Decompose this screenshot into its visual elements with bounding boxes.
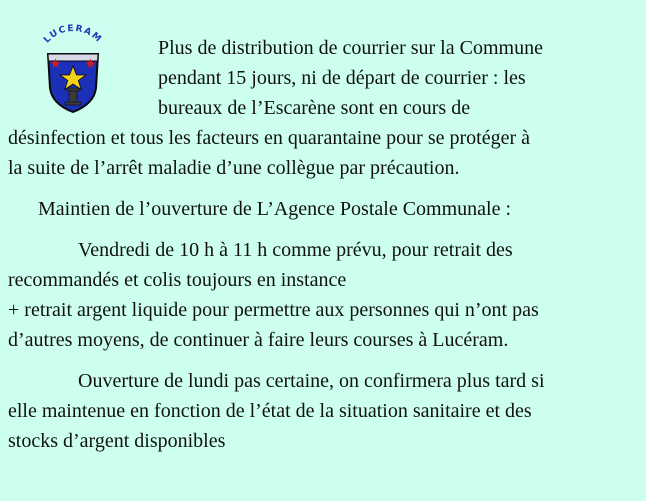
text-line: Vendredi de 10 h à 11 h comme prévu, pour retrait des: [78, 239, 513, 261]
paragraph-mail-interruption: [8, 33, 640, 183]
notice-text: [8, 33, 640, 456]
text-line: elle maintenue en fonction de l’état de la situation sanitaire et des: [8, 400, 532, 422]
text-line: pendant 15 jours, ni de départ de courrier : les: [158, 67, 526, 89]
text-line: recommandés et colis toujours en instance: [8, 269, 347, 291]
text-line: stocks d’argent disponibles: [8, 430, 226, 452]
paragraph-monday-uncertain: [8, 366, 640, 456]
text-line: + retrait argent liquide pour permettre aux personnes qui n’ont pas: [8, 299, 539, 321]
text-line: la suite de l’arrêt maladie d’une collègue par précaution.: [8, 157, 460, 179]
paragraph-friday-hours: [8, 235, 640, 355]
paragraph-agency-open: [8, 194, 640, 224]
text-line: d’autres moyens, de continuer à faire leurs courses à Lucéram.: [8, 329, 509, 351]
text-line: Ouverture de lundi pas certaine, on confirmera plus tard si: [78, 370, 545, 392]
text-line: Plus de distribution de courrier sur la Commune: [158, 37, 543, 59]
text-line: désinfection et tous les facteurs en quarantaine pour se protéger à: [8, 127, 531, 149]
crest-lettering: LUCERAM: [42, 24, 104, 46]
text-line: Maintien de l’ouverture de L’Agence Postale Communale :: [38, 198, 512, 220]
text-line: bureaux de l’Escarène sont en cours de: [158, 97, 471, 119]
